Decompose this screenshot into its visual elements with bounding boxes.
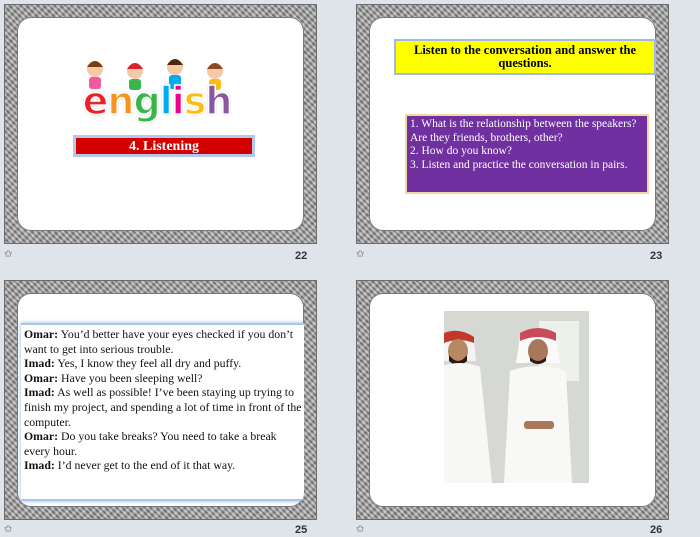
dialogue-text: Yes, I know they feel all dry and puffy.: [54, 356, 242, 371]
slide-transition-star-icon[interactable]: ✩: [4, 249, 13, 260]
slide-title: 4. Listening: [73, 135, 255, 157]
slide-canvas: [17, 17, 304, 231]
slide-thumbnail-23[interactable]: [356, 4, 669, 244]
logo-letter: l: [159, 79, 172, 123]
speaker-name: Omar:: [24, 429, 59, 444]
question-line: 2. How do you know?: [410, 145, 512, 157]
speaker-name: Imad:: [24, 385, 55, 400]
question-line: Are they friends, brothers, other?: [410, 131, 563, 144]
dialogue-line: [24, 371, 303, 386]
dialogue-line: [24, 429, 303, 458]
speaker-name: Omar:: [24, 327, 59, 341]
slide-number: 25: [295, 524, 308, 536]
instruction-header: Listen to the conversation and answer the questions.: [394, 39, 656, 75]
slide-transition-star-icon[interactable]: ✩: [4, 524, 13, 535]
slide-number: 22: [295, 250, 308, 262]
question-line: 3. Listen and practice the conversation in pairs.: [410, 158, 628, 171]
slide-thumbnail-25[interactable]: [4, 280, 317, 520]
logo-letter: s: [183, 79, 206, 123]
dialogue-box: [21, 323, 304, 501]
dialogue-line: [24, 385, 303, 429]
dialogue-line: [24, 327, 303, 356]
dialogue-text: I’d never get to the end of it that way.: [54, 458, 236, 473]
logo-letter: n: [107, 79, 134, 123]
questions-box: [405, 114, 649, 194]
logo-letter: e: [82, 79, 108, 123]
dialogue-line: [24, 356, 303, 371]
dialogue-line: [24, 458, 303, 473]
slide-number: 26: [650, 524, 663, 536]
english-logo: [72, 79, 242, 123]
dialogue-text: Have you been sleeping well?: [58, 370, 203, 385]
logo-letter: i: [171, 79, 184, 123]
dialogue-text: You’d better have your eyes checked if you don’t want to get into serious trouble.: [24, 327, 294, 356]
speaker-name: Imad:: [24, 356, 55, 371]
logo-letter: h: [205, 79, 232, 123]
speaker-name: Omar:: [24, 370, 59, 385]
slide-thumbnail-26[interactable]: [356, 280, 669, 520]
slide-canvas: [17, 293, 304, 507]
two-men-photo: [444, 311, 589, 483]
slide-number: 23: [650, 250, 663, 262]
dialogue-text: Do you take breaks? You need to take a break every hour.: [24, 429, 277, 458]
slide-canvas: [369, 293, 656, 507]
slide-thumbnail-22[interactable]: [4, 4, 317, 244]
logo-letter: g: [133, 79, 160, 123]
speaker-name: Imad:: [24, 458, 55, 473]
dialogue-text: As well as possible! I’ve been staying up trying to finish my project, and spending a lot of time in front of the computer.: [24, 385, 302, 429]
question-line: 1. What is the relationship between the speakers?: [410, 118, 637, 130]
slide-transition-star-icon[interactable]: ✩: [356, 524, 365, 535]
slide-transition-star-icon[interactable]: ✩: [356, 249, 365, 260]
slide-canvas: [369, 17, 656, 231]
